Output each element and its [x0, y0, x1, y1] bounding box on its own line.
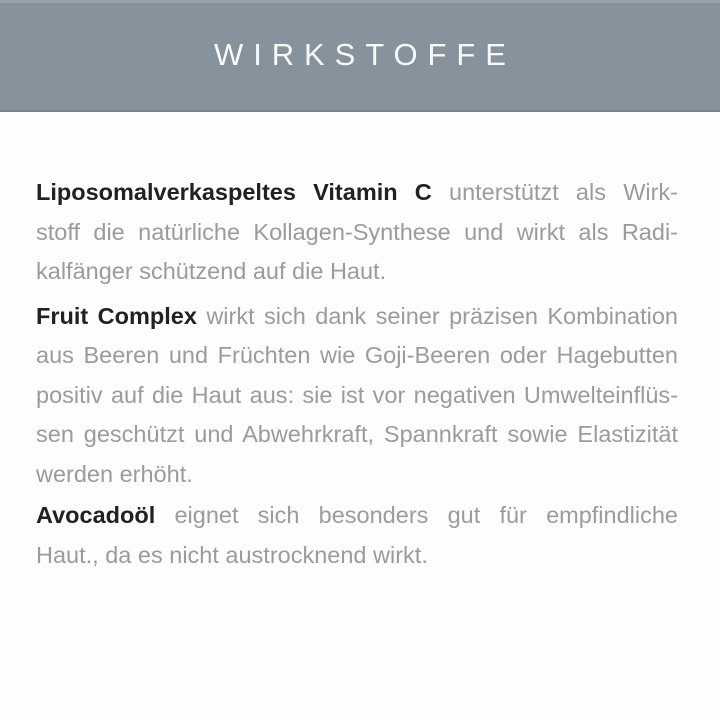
ingredient-name: Liposomalverkaspeltes Vitamin C — [36, 179, 432, 205]
ingredient-paragraph-vitamin-c — [36, 173, 678, 292]
content-area — [36, 173, 678, 575]
page-title: WIRKSTOFFE — [214, 36, 516, 72]
paragraph-line: kalfänger schützend auf die Haut. — [36, 258, 387, 284]
paragraph-line — [36, 297, 678, 337]
paragraph-line: stoff die natürliche Kollagen-Synthese und wirkt als Radi- — [36, 218, 678, 245]
ingredient-name: Fruit Complex — [36, 302, 197, 329]
paragraph-line-text: unterstützt als Wirk- — [431, 179, 678, 205]
ingredient-name: Avocadoöl — [36, 502, 156, 528]
paragraph-line: aus Beeren und Früchten wie Goji-Beeren oder Hagebutten — [36, 342, 678, 368]
paragraph-line-text: wirkt sich dank seiner präzisen Kombination — [196, 302, 678, 329]
ingredient-paragraph-avocado-oil — [36, 496, 678, 575]
paragraph-line — [36, 173, 678, 213]
paragraph-line: Haut., da es nicht austrocknend wirkt. — [36, 541, 428, 568]
paragraph-line-text: eignet sich besonders gut für empfindliche — [155, 502, 678, 528]
paragraph-line: positiv auf die Haut aus: sie ist vor negativen Umwelteinflüs- — [36, 381, 678, 408]
paragraph-line: sen geschützt und Abwehrkraft, Spannkraft sowie Elastizität — [36, 421, 678, 447]
ingredient-paragraph-fruit-complex — [36, 297, 678, 495]
header-banner — [0, 0, 720, 112]
paragraph-line — [36, 496, 678, 536]
paragraph-line: werden erhöht. — [36, 460, 193, 487]
